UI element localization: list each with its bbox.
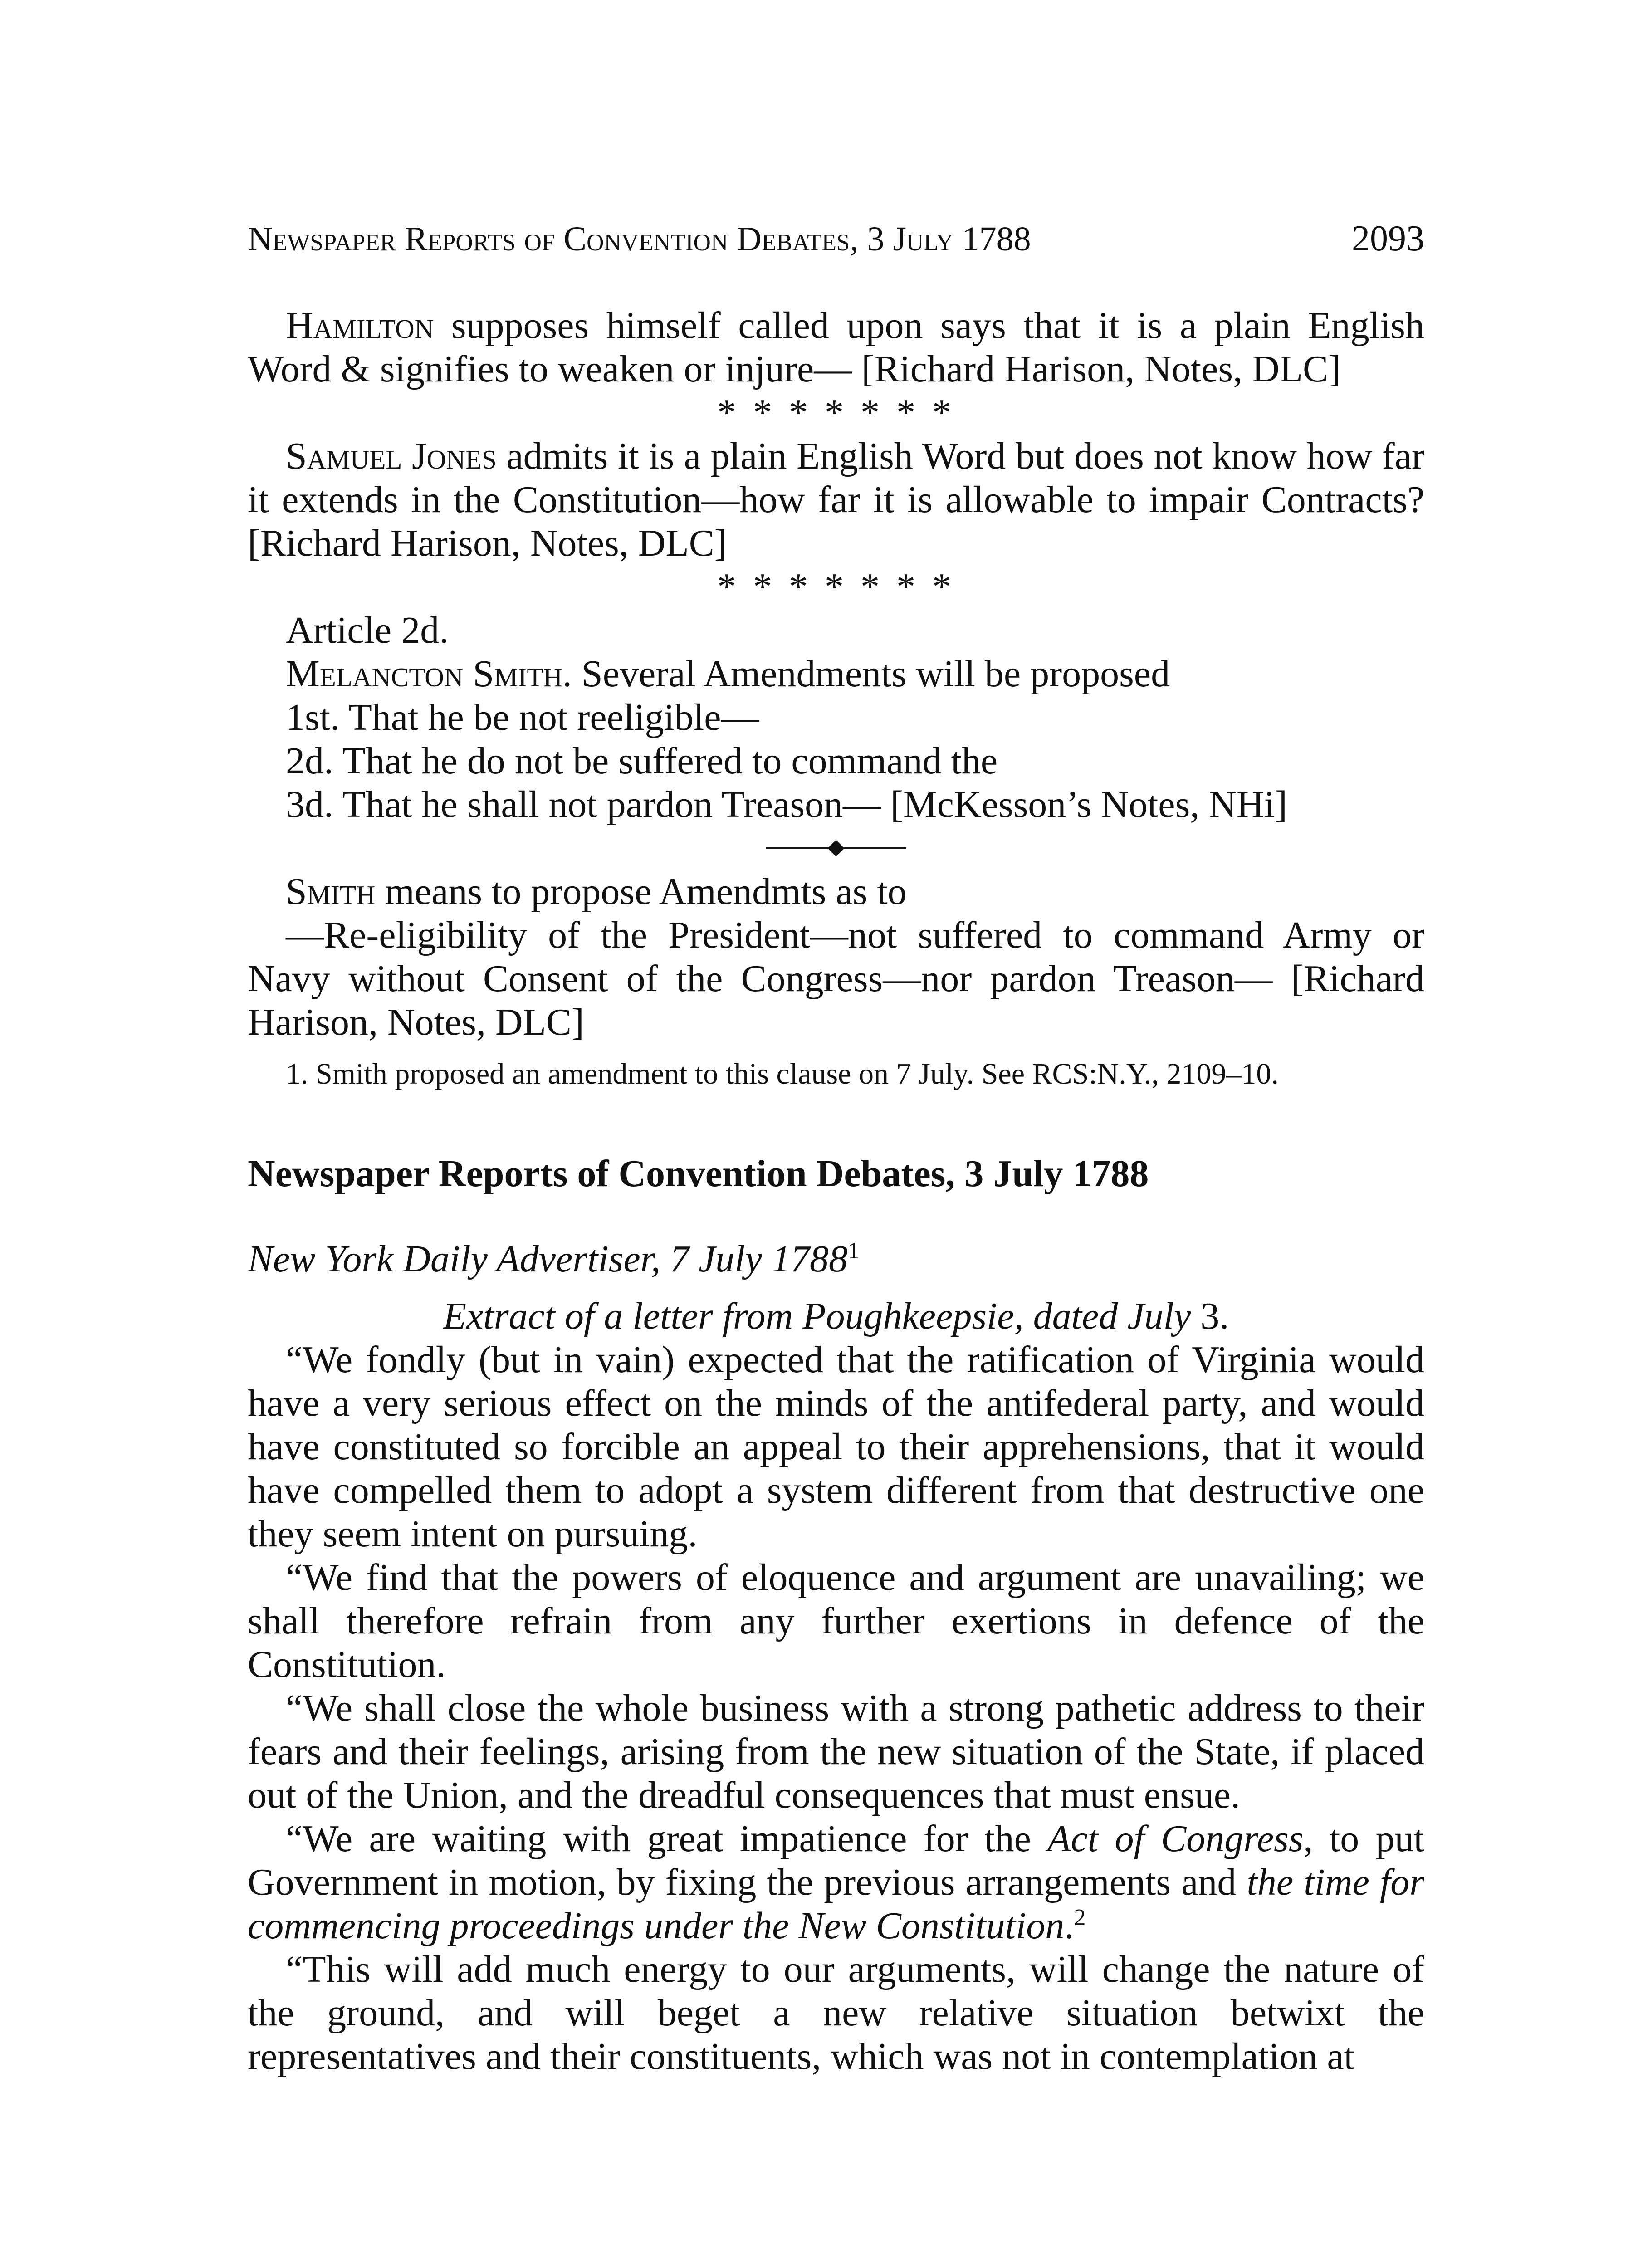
page-header [248,217,1424,262]
dateline [248,1295,1424,1338]
letter-paragraph [248,1817,1424,1948]
hamilton-paragraph [248,304,1424,391]
speaker-smith: Smith [286,870,376,913]
letter-paragraph: “We find that the powers of eloquence and argument are unavailing; we shall therefore refrain from any further exertions in defence of the Constitution. [248,1556,1424,1686]
mckesson-notes [248,609,1424,826]
source-line [248,1237,1424,1281]
amendment-item: 1st. That he be not reeligible— [286,696,759,738]
p4-text-c: , to put Government in motion, by fixing the previous arrangements and [248,1818,1425,1903]
jones-text: admits it is a plain English Word but does not know how far it extends in the Constitution—how far it is allowable to impair Contracts? [Richard Harison, Notes, DLC] [248,435,1425,564]
asterisk-separator: * * * * * * * [717,566,955,608]
smith-line [248,652,1424,696]
footnote-marker: 1 [847,1238,860,1264]
letter-paragraph: “This will add much energy to our arguments, will change the nature of the ground, and will beget a new relative situation betwixt the representatives and their constituents, which was not in contemplation at [248,1948,1424,2077]
source-title: New York Daily Advertiser, 7 July 1788 [248,1238,848,1280]
amendment-item: 2d. That he do not be suffered to command the [286,740,998,782]
jones-paragraph [248,435,1424,565]
section-heading: Newspaper Reports of Convention Debates, 3 July 1788 [248,1153,1149,1195]
footnote-marker: 2 [1074,1905,1086,1931]
text-column [248,217,1424,2078]
smith-means-text: means to propose Amendmts as to [375,870,907,913]
article-line: Article 2d. [286,609,449,651]
page-number: 2093 [1352,219,1424,259]
p4-italic-phrase: the time for commencing proceedings under the New Constitution [248,1861,1424,1947]
speaker-hamilton: Hamilton [286,304,434,347]
speaker-melancton-smith: Melancton Smith [286,653,562,695]
smith-continuation: —Re-eligibility of the President—not suffered to command Army or Navy without Consent of the Congress—nor pardon Treason— [Richard Harison, Notes, DLC] [248,914,1424,1043]
letter-paragraph: “We shall close the whole business with a strong pathetic address to their fears and their feelings, arising from the new situation of the State, if placed out of the Union, and the dreadful consequences that must ensue. [248,1687,1424,1816]
ornament-rule-right [843,847,906,849]
hamilton-text: supposes himself called upon says that it is a plain English Word & signifies to weaken or injure— [Richard Harison, Notes, DLC] [248,304,1424,390]
smith-paragraph [248,870,1424,914]
ornament-rule-left [766,847,829,849]
dateline-day: 3. [1191,1295,1229,1337]
p4-act-of-congress: Act of Congress [1047,1818,1304,1860]
p4-text-a: “We are waiting with great impatience for the [286,1818,1048,1860]
amendment-item: 3d. That he shall not pardon Treason— [McKesson’s Notes, NHi] [286,783,1287,826]
p4-text-e: . [1064,1905,1074,1947]
letter-paragraph: “We fondly (but in vain) expected that the ratification of Virginia would have a very serious effect on the minds of the antifederal party, and would have constituted so forcible an appeal to their apprehensions, that it would have compelled them to adopt a system different from that destructive one they seem intent on pursuing. [248,1339,1424,1555]
speaker-jones: Samuel Jones [286,435,497,477]
footnote: 1. Smith proposed an amendment to this clause on 7 July. See RCS:N.Y., 2109–10. [286,1057,1279,1090]
diamond-icon [828,840,845,857]
asterisk-separator: * * * * * * * [717,391,955,434]
section-ornament [248,826,1424,870]
smith-text: . Several Amendments will be proposed [562,653,1170,695]
dateline-italic: Extract of a letter from Poughkeepsie, dated July [443,1295,1191,1337]
running-head: Newspaper Reports of Convention Debates, 3 July 1788 [248,220,1031,258]
